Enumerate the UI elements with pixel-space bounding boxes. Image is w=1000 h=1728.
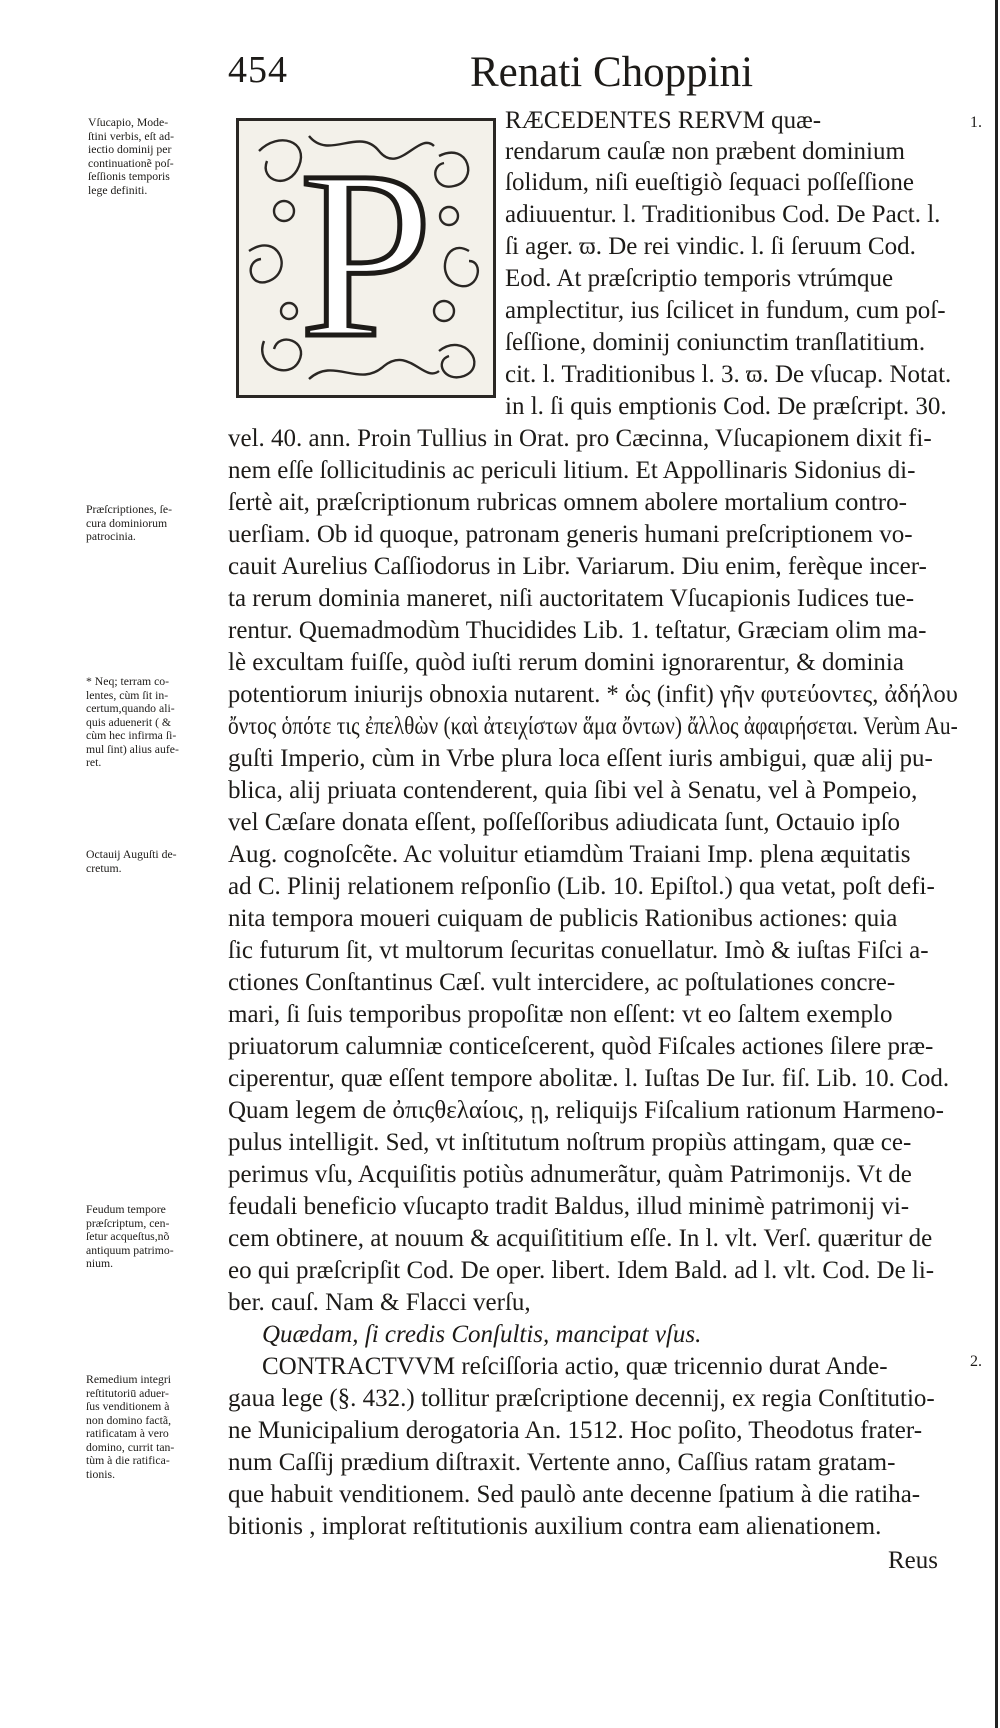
side-note: [86, 848, 221, 875]
body-line: uerſiam. Ob id quoque, patronam generis humani preſcriptionem vo-: [228, 521, 913, 548]
body-line: priuatorum calumniæ conticeſcerent, quòd Fiſcales actiones ſilere præ-: [228, 1033, 934, 1060]
side-note-line: ret.: [86, 755, 102, 769]
body-line: adiuuentur. l. Traditionibus Cod. De Pact. l.: [505, 201, 941, 228]
side-note-line: quis aduenerit ( &: [86, 714, 172, 729]
body-line: feudali beneficio vſucapto tradit Baldus, illud minimè patrimonij vi-: [228, 1193, 910, 1220]
side-note-line: ſetur acqueſtus,nõ: [86, 1229, 170, 1243]
body-line: ne Municipalium derogatoria An. 1512. Hoc poſito, Theodotus frater-: [228, 1417, 923, 1444]
initial-glyph: P: [299, 121, 433, 387]
body-line: ſic futurum ſit, vt multorum ſecuritas conuellatur. Imò & iuſtas Fiſci a-: [228, 937, 929, 964]
side-note-line: continuationẽ poſ-: [88, 155, 174, 170]
body-line: cem obtinere, at nouum & acquiſititium eſſe. In l. vlt. Verſ. quæritur de: [228, 1225, 933, 1252]
body-line: ſertè ait, præſcriptionum rubricas omnem abolere mortalium contro-: [228, 489, 907, 516]
side-note: [86, 1373, 221, 1481]
side-note-line: ſtini verbis, eſt ad-: [88, 128, 175, 143]
side-note: [86, 1203, 221, 1271]
side-note-line: * Neq; terram co-: [86, 674, 170, 688]
side-note: [86, 503, 221, 544]
body-line: rentur. Quemadmodùm Thucidides Lib. 1. teſtatur, Græciam olim ma-: [228, 617, 927, 644]
side-note: [88, 116, 223, 197]
body-line: gaua lege (§. 432.) tollitur præſcriptione decennij, ex regia Conſtitutio-: [228, 1385, 935, 1412]
body-line: ὄντος ὁπότε τις ἐπελθὼν (καὶ ἀτειχίστων ἅμα ὄντων) ἄλλος ἀφαιρήσεται. Verùm Au-: [228, 713, 958, 740]
body-line: ſi ager. ϖ. De rei vindic. l. ſi ſeruum Cod.: [505, 233, 916, 260]
decorated-initial: [236, 118, 496, 398]
body-line: mari, ſi ſuis temporibus propoſitæ non eſſent: vt eo ſaltem exemplo: [228, 1001, 893, 1028]
body-line: rendarum cauſæ non præbent dominium: [505, 138, 905, 165]
body-line: ciperentur, quæ eſſent tempore abolitæ. l. Iuſtas De Iur. fiſ. Lib. 10. Cod.: [228, 1065, 950, 1092]
body-line: in l. ſi quis emptionis Cod. De præſcript. 30.: [505, 393, 947, 420]
catchword: Reus: [888, 1547, 938, 1574]
side-note-line: cura dominiorum: [86, 515, 168, 530]
body-line: bitionis , implorat reſtitutionis auxilium contra eam alienationem.: [228, 1513, 882, 1540]
body-line: Quam legem de ὀπιςθελαίοις, ῃ, reliquijs Fiſcalium rationum Harmeno-: [228, 1097, 945, 1124]
body-line: ſolidum, niſi eueſtigiò ſequaci poſſeſſione: [505, 169, 914, 196]
side-note-line: lege definiti.: [88, 182, 148, 197]
side-note-line: ratificatam à vero: [86, 1426, 169, 1440]
side-note-line: antiquum patrimo-: [86, 1242, 174, 1257]
marginal-number: 1.: [970, 114, 982, 131]
body-line: potentiorum iniurijs obnoxia nutarent. * ὡς (infit) γῆν φυτεύοντες, ἀδήλου: [228, 681, 958, 708]
body-line: amplectitur, ius ſcilicet in fundum, cum poſ-: [505, 297, 946, 324]
body-line: CONTRACTVVM reſciſſoria actio, quæ tricennio durat Ande-: [262, 1353, 888, 1380]
body-line: nita tempora moueri cuiquam de publicis Rationibus actiones: quia: [228, 905, 898, 932]
side-note-line: lentes, cùm ſit in-: [86, 687, 169, 702]
side-note-line: Octauij Auguſti de-: [86, 847, 177, 861]
side-note-line: domino, currit tan-: [86, 1439, 175, 1454]
side-note-line: Feudum tempore: [86, 1202, 166, 1216]
side-note-line: tionis.: [86, 1466, 116, 1481]
body-line: perimus vſu, Acquiſitis potiùs adnumerãtur, quàm Patrimonijs. Vt de: [228, 1161, 912, 1188]
body-line: ber. cauſ. Nam & Flacci verſu,: [228, 1289, 531, 1316]
page-edge-rule: [995, 0, 998, 1728]
body-line: ctiones Conſtantinus Cæſ. vult intercidere, ac poſtulationes concre-: [228, 969, 896, 996]
body-line: eo qui præſcripſit Cod. De oper. libert. Idem Bald. ad l. vlt. Cod. De li-: [228, 1257, 935, 1284]
body-line: lè excultam fuiſſe, quòd iuſti rerum domini ignorarentur, & dominia: [228, 649, 904, 676]
side-note-line: Vſucapio, Mode-: [88, 115, 169, 129]
side-note-line: mul ſint) alius aufe-: [86, 741, 179, 756]
page-number: 454: [228, 49, 288, 91]
body-line: cauit Aurelius Caſſiodorus in Libr. Variarum. Diu enim, ferèque incer-: [228, 553, 927, 580]
side-note-line: præſcriptum, cen-: [86, 1215, 170, 1230]
body-line: ta rerum dominia maneret, niſi auctoritatem Vſucapionis Iudices tue-: [228, 585, 915, 612]
body-line: ſeſſione, dominij coniunctim tranſlatitium.: [505, 329, 926, 356]
side-note-line: certum,quando ali-: [86, 701, 175, 715]
side-note-line: nium.: [86, 1256, 114, 1270]
side-note: [86, 675, 221, 770]
side-note-line: cùm hec infirma ſi-: [86, 728, 177, 742]
side-note-line: reſtitutoriū aduer-: [86, 1385, 169, 1400]
running-title: Renati Choppini: [470, 49, 754, 96]
body-line: cit. l. Traditionibus l. 3. ϖ. De vſucap. Notat.: [505, 361, 952, 388]
side-note-line: non domino factã,: [86, 1412, 172, 1427]
side-note-line: Præſcriptiones, ſe-: [86, 502, 173, 516]
body-line: RÆCEDENTES RERVM quæ-: [505, 107, 822, 134]
side-note-line: patrocinia.: [86, 529, 136, 543]
body-line: ad C. Plinij relationem reſponſio (Lib. 10. Epiſtol.) qua vetat, poſt defi-: [228, 873, 935, 900]
body-line: nem eſſe ſollicitudinis ac periculi litium. Et Appollinaris Sidonius di-: [228, 457, 916, 484]
body-line: Aug. cognoſcẽte. Ac voluitur etiamdùm Traiani Imp. plena æquitatis: [228, 841, 911, 868]
body-line: blica, alij priuata contenderent, quia ſibi vel à Senatu, vel à Pompeio,: [228, 777, 918, 804]
marginal-number: 2.: [970, 1353, 982, 1370]
side-note-line: ſeſſionis temporis: [88, 169, 170, 183]
body-line: Eod. At præſcriptio temporis vtrúmque: [505, 265, 894, 292]
side-note-line: Remedium integri: [86, 1372, 172, 1386]
body-line: que habuit venditionem. Sed paulò ante decenne ſpatium à die ratiha-: [228, 1481, 921, 1508]
body-line: vel. 40. ann. Proin Tullius in Orat. pro Cæcinna, Vſucapionem dixit fi-: [228, 425, 932, 452]
side-note-line: ſus venditionem à: [86, 1399, 170, 1413]
verse-quote: Quædam, ſi credis Conſultis, mancipat vſus.: [262, 1321, 702, 1348]
side-note-line: cretum.: [86, 860, 122, 875]
body-line: vel Cæſare donata eſſent, poſſeſſoribus adiudicata ſunt, Octauio ipſo: [228, 809, 901, 836]
body-line: num Caſſij prædium diſtraxit. Vertente anno, Caſſius ratam gratam-: [228, 1449, 896, 1476]
body-line: guſti Imperio, cùm in Vrbe plura loca eſſent iuris ambigui, quæ alij pu-: [228, 745, 933, 772]
body-line: pulus intelligit. Sed, vt inſtitutum noſtrum propiùs attingam, quæ ce-: [228, 1129, 912, 1156]
side-note-line: iectio dominij per: [88, 142, 172, 156]
ornament-icon: [239, 121, 493, 395]
side-note-line: tùm à die ratifica-: [86, 1453, 170, 1467]
